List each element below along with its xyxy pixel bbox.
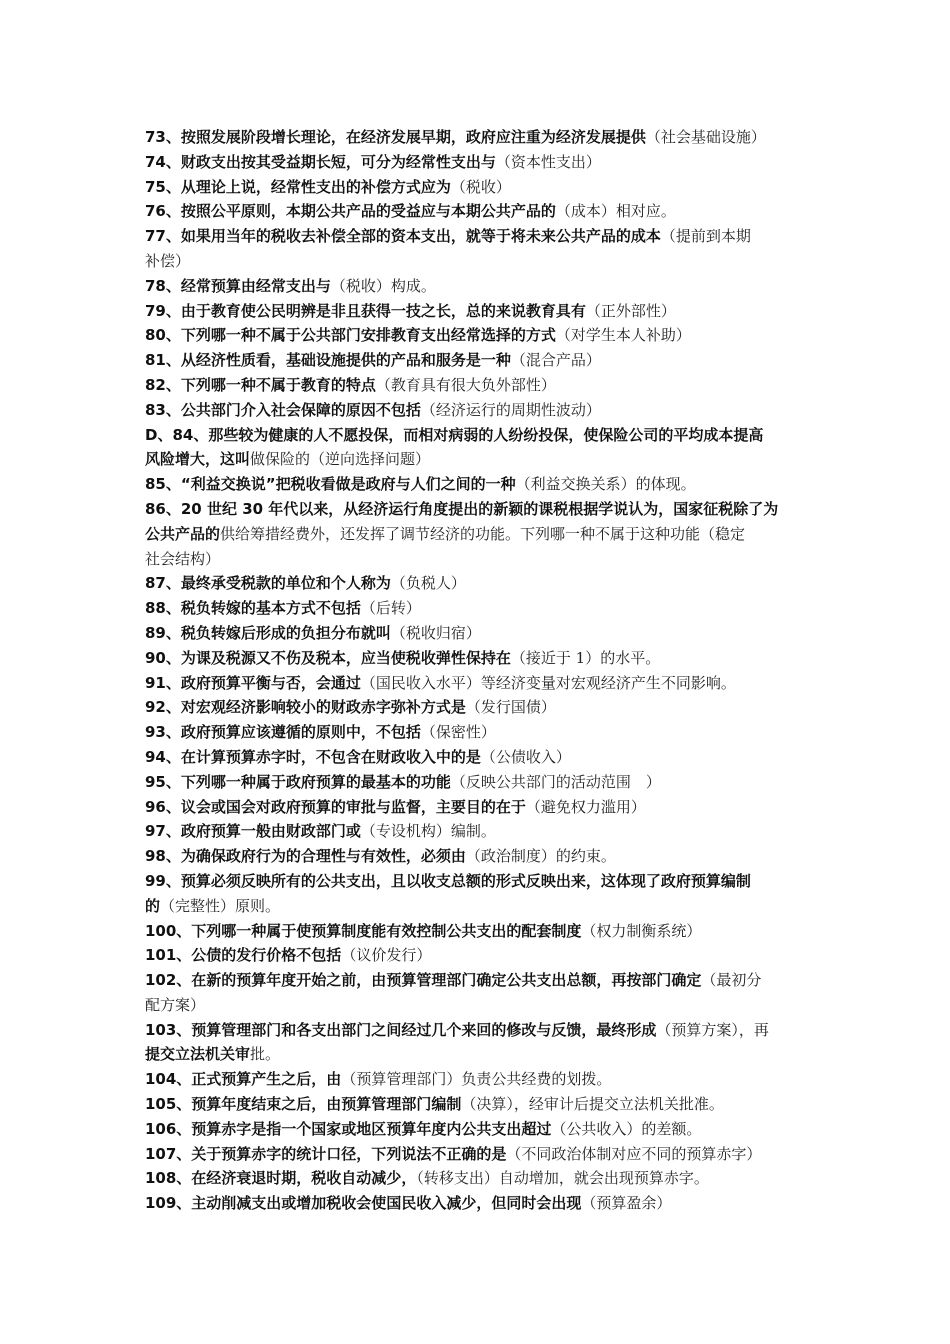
text-line [145, 571, 813, 596]
question-text: 79、由于教育使公民明辨是非且获得一技之长，总的来说教育具有 [145, 301, 586, 320]
question-text: 93、政府预算应该遵循的原则中，不包括 [145, 723, 421, 742]
question-text: 74、财政支出按其受益期长短，可分为经常性支出与 [145, 152, 496, 171]
question-text: 105、预算年度结束之后，由预算管理部门编制 [145, 1095, 462, 1114]
answer-text: （混合产品） [510, 351, 601, 370]
question-text: 83、公共部门介入社会保障的原因不包括 [145, 400, 421, 419]
answer-text: （负税人） [390, 574, 466, 593]
question-text: 88、税负转嫁的基本方式不包括 [145, 599, 361, 618]
question-text: 96、议会或国会对政府预算的审批与监督，主要目的在于 [145, 797, 526, 816]
text-line [145, 621, 813, 646]
text-line [145, 497, 813, 522]
answer-text: （权力制衡系统） [581, 921, 702, 940]
question-text: 109、主动削减支出或增加税收会使国民收入减少，但同时会出现 [145, 1194, 582, 1213]
answer-text: （决算），经审计后提交立法机关批准。 [461, 1095, 724, 1114]
question-text: 86、20 世纪 30 年代以来，从经济运行角度提出的新颖的课税根据学说认为，国家征税除了为 [145, 499, 779, 518]
question-text: 108、在经济衰退时期，税收自动减少， [145, 1169, 417, 1188]
question-text: 106、预算赤字是指一个国家或地区预算年度内公共支出超过 [145, 1119, 552, 1138]
document-body [145, 125, 813, 1216]
answer-text: 批。 [250, 1045, 281, 1064]
answer-text: （税收） [450, 177, 511, 196]
text-line [145, 795, 813, 820]
question-text: 99、预算必须反映所有的公共支出，且以收支总额的形式反映出来，这体现了政府预算编制 [145, 871, 751, 890]
text-line [145, 968, 813, 993]
answer-text: （专设机构）编制。 [360, 822, 496, 841]
text-line [145, 596, 813, 621]
question-text: 82、下列哪一种不属于教育的特点 [145, 375, 376, 394]
answer-text: （经济运行的周期性波动） [420, 400, 601, 419]
text-line [145, 844, 813, 869]
question-text: 95、下列哪一种属于政府预算的最基本的功能 [145, 772, 451, 791]
text-line [145, 919, 813, 944]
text-line [145, 869, 813, 894]
text-line [145, 373, 813, 398]
question-text: 80、下列哪一种不属于公共部门安排教育支出经常选择的方式 [145, 326, 556, 345]
answer-text: （保密性） [420, 723, 496, 742]
answer-text: （完整性）原则。 [160, 896, 281, 915]
answer-text: （预算盈余） [581, 1194, 672, 1213]
text-line [145, 1142, 813, 1167]
question-text: 85、“利益交换说”把税收看做是政府与人们之间的一种 [145, 475, 516, 494]
text-line [145, 224, 813, 249]
answer-text: （后转） [360, 599, 421, 618]
answer-text: （最初分 [701, 971, 762, 990]
question-text: 97、政府预算一般由财政部门或 [145, 822, 361, 841]
text-line [145, 1191, 813, 1216]
answer-text: （接近于 1）的水平。 [510, 648, 661, 667]
text-line [145, 125, 813, 150]
text-line [145, 398, 813, 423]
question-text: 76、按照公平原则，本期公共产品的受益应与本期公共产品的 [145, 202, 556, 221]
text-line [145, 894, 813, 919]
question-text: 89、税负转嫁后形成的负担分布就叫 [145, 623, 391, 642]
answer-text: （税收）构成。 [330, 276, 436, 295]
answer-text: （转移支出）自动增加，就会出现预算赤字。 [416, 1169, 709, 1188]
answer-text: 供给筹措经费外，还发挥了调节经济的功能。下列哪一种不属于这种功能（稳定 [220, 524, 746, 543]
answer-text: （对学生本人补助） [555, 326, 691, 345]
question-text: 98、为确保政府行为的合理性与有效性，必须由 [145, 847, 466, 866]
answer-text: （避免权力滥用） [525, 797, 646, 816]
question-text: 101、公债的发行价格不包括 [145, 946, 342, 965]
question-text: 78、经常预算由经常支出与 [145, 276, 331, 295]
text-line [145, 745, 813, 770]
answer-text: （税收归宿） [390, 623, 481, 642]
answer-text: （预算方案），再 [656, 1020, 769, 1039]
text-line [145, 646, 813, 671]
question-text: 103、预算管理部门和各支出部门之间经过几个来回的修改与反馈，最终形成 [145, 1020, 657, 1039]
answer-text: （不同政治体制对应不同的预算赤字） [506, 1144, 762, 1163]
answer-text: （发行国债） [465, 698, 556, 717]
question-text: 75、从理论上说，经常性支出的补偿方式应为 [145, 177, 451, 196]
text-line [145, 150, 813, 175]
text-line [145, 770, 813, 795]
answer-text: （提前到本期 [660, 227, 751, 246]
text-line [145, 175, 813, 200]
question-text: 公共产品的 [145, 524, 221, 543]
text-line [145, 547, 813, 572]
text-line [145, 819, 813, 844]
text-line [145, 943, 813, 968]
text-line [145, 249, 813, 274]
text-line [145, 323, 813, 348]
answer-text: 做保险的（逆向选择问题） [250, 450, 431, 469]
question-text: 的 [145, 896, 161, 915]
answer-text: （公债收入） [480, 747, 571, 766]
answer-text: 配方案） [145, 995, 206, 1014]
text-line [145, 1117, 813, 1142]
answer-text: （公共收入）的差额。 [551, 1119, 702, 1138]
text-line [145, 1018, 813, 1043]
text-line [145, 1166, 813, 1191]
text-line [145, 993, 813, 1018]
question-text: 90、为课及税源又不伤及税本，应当使税收弹性保持在 [145, 648, 511, 667]
text-line [145, 299, 813, 324]
question-text: 100、下列哪一种属于使预算制度能有效控制公共支出的配套制度 [145, 921, 582, 940]
question-text: 77、如果用当年的税收去补偿全部的资本支出，就等于将未来公共产品的成本 [145, 227, 661, 246]
question-text: 81、从经济性质看，基础设施提供的产品和服务是一种 [145, 351, 511, 370]
question-text: 107、关于预算赤字的统计口径，下列说法不正确的是 [145, 1144, 507, 1163]
question-text: 94、在计算预算赤字时，不包含在财政收入中的是 [145, 747, 481, 766]
text-line [145, 274, 813, 299]
question-text: 104、正式预算产生之后，由 [145, 1070, 342, 1089]
question-text: 提交立法机关审 [145, 1045, 251, 1064]
question-text: 92、对宏观经济影响较小的财政赤字弥补方式是 [145, 698, 466, 717]
question-text: 91、政府预算平衡与否，会通过 [145, 673, 361, 692]
text-line [145, 671, 813, 696]
question-text: 风险增大，这叫 [145, 450, 251, 469]
answer-text: （教育具有很大负外部性） [375, 375, 556, 394]
text-line [145, 348, 813, 373]
answer-text: （政治制度）的约束。 [465, 847, 616, 866]
answer-text: （正外部性） [585, 301, 676, 320]
answer-text: （反映公共部门的活动范围 ） [450, 772, 661, 791]
answer-text: 社会结构） [145, 549, 221, 568]
text-line [145, 423, 813, 448]
text-line [145, 447, 813, 472]
answer-text: （议价发行） [341, 946, 432, 965]
answer-text: （预算管理部门）负责公共经费的划拨。 [341, 1070, 612, 1089]
text-line [145, 1067, 813, 1092]
text-line [145, 695, 813, 720]
question-text: D、84、那些较为健康的人不愿投保，而相对病弱的人纷纷投保，使保险公司的平均成本提高 [145, 425, 764, 444]
text-line [145, 522, 813, 547]
question-text: 87、最终承受税款的单位和个人称为 [145, 574, 391, 593]
text-line [145, 720, 813, 745]
answer-text: （国民收入水平）等经济变量对宏观经济产生不同影响。 [360, 673, 736, 692]
question-text: 102、在新的预算年度开始之前，由预算管理部门确定公共支出总额，再按部门确定 [145, 971, 702, 990]
answer-text: （资本性支出） [495, 152, 601, 171]
text-line [145, 472, 813, 497]
text-line [145, 1092, 813, 1117]
text-line [145, 1042, 813, 1067]
answer-text: 补偿） [145, 251, 191, 270]
answer-text: （成本）相对应。 [555, 202, 676, 221]
answer-text: （社会基础设施） [645, 128, 766, 146]
text-line [145, 199, 813, 224]
question-text: 73、按照发展阶段增长理论，在经济发展早期，政府应注重为经济发展提供 [145, 128, 646, 146]
answer-text: （利益交换关系）的体现。 [515, 475, 696, 494]
